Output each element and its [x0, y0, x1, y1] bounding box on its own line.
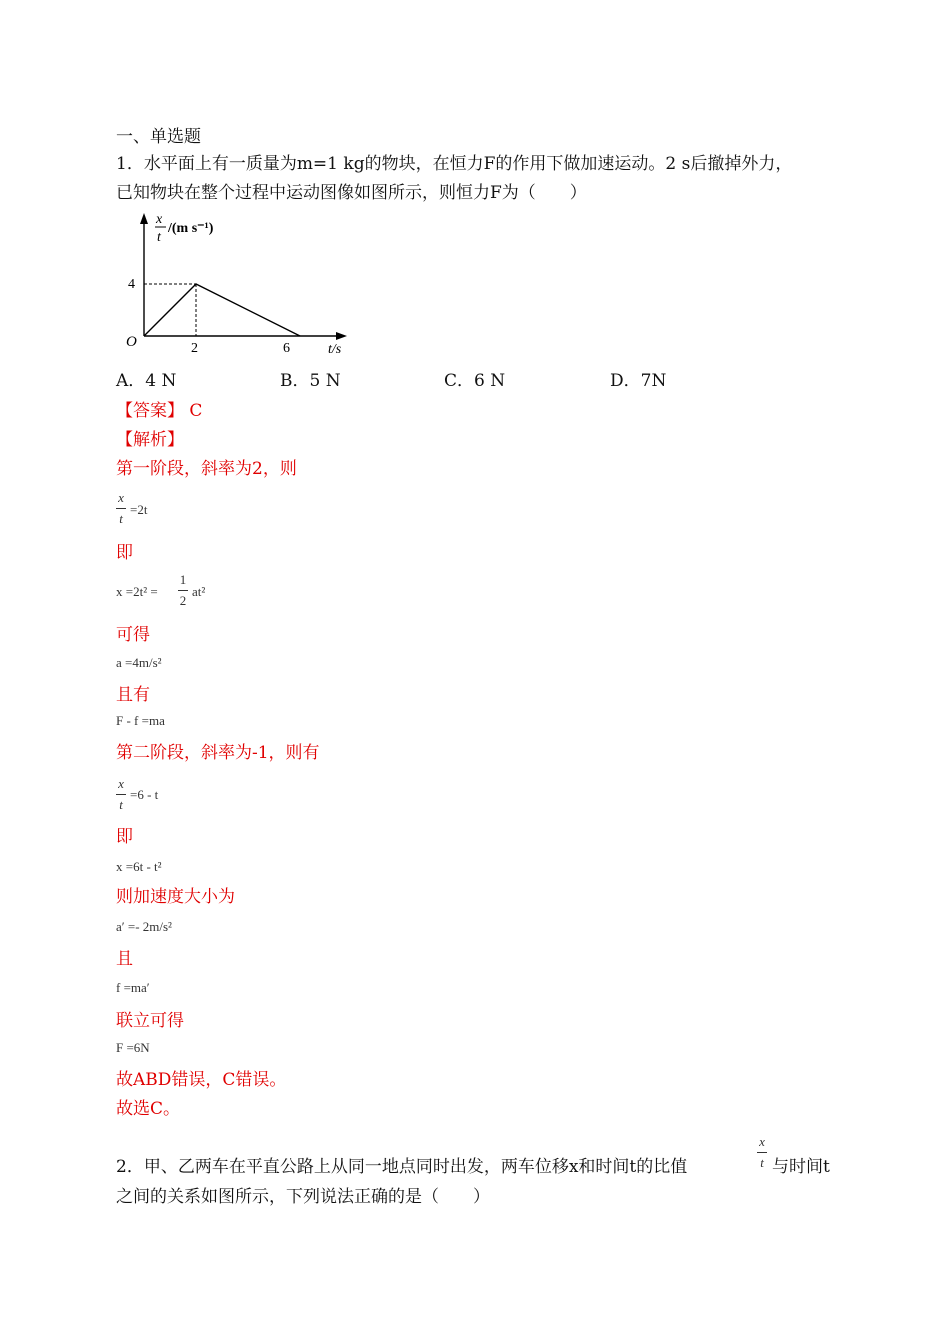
- option-b: B．5 N: [280, 371, 341, 391]
- q2-stem-line2: 之间的关系如图所示，下列说法正确的是（ ）: [116, 1187, 490, 1207]
- step-3: 可得: [116, 625, 150, 645]
- f1-bar: [116, 508, 126, 509]
- y-label-den: t: [157, 230, 161, 245]
- analysis-label: 【解析】: [116, 430, 184, 450]
- formula-6: x =6t - t²: [116, 859, 162, 874]
- q2-stem-line1a: 2．甲、乙两车在平直公路上从同一地点同时出发，两车位移x和时间t的比值: [116, 1157, 688, 1177]
- x-tick-label-6: 6: [283, 341, 290, 356]
- f2-bar: [178, 590, 188, 591]
- q1-stem-line1: 1．水平面上有一质量为m=1 kg的物块，在恒力F的作用下做加速运动。2 s后撤掉外力，: [116, 154, 793, 174]
- y-axis-arrow: [140, 213, 148, 224]
- formula-2: x =2t² =: [116, 584, 158, 599]
- option-a: A．4 N: [116, 371, 177, 391]
- graph-line: [144, 284, 300, 336]
- f5-den: t: [119, 797, 123, 812]
- f2-num: 1: [179, 572, 187, 587]
- step-1: 第一阶段，斜率为2，则: [116, 459, 297, 479]
- formula-9: F =6N: [116, 1040, 150, 1055]
- formula-3: a =4m/s²: [116, 655, 162, 670]
- step-7: 则加速度大小为: [116, 887, 235, 907]
- formula-1: =2t: [130, 502, 148, 517]
- formula-8: f =ma′: [116, 980, 150, 995]
- formula-7: a′ =- 2m/s²: [116, 919, 172, 934]
- xt-t-graph: [118, 208, 358, 358]
- formula-5: =6 - t: [130, 787, 159, 802]
- f1-den: t: [119, 511, 123, 526]
- option-d: D．7N: [610, 371, 667, 391]
- step-6: 即: [116, 827, 133, 847]
- y-label-unit: /(m s⁻¹): [168, 221, 214, 236]
- formula-2-tail: at²: [192, 584, 206, 599]
- f5-bar: [116, 794, 126, 795]
- step-8: 且: [116, 949, 133, 969]
- step-5: 第二阶段，斜率为-1，则有: [116, 743, 320, 763]
- step-11: 故选C。: [116, 1099, 181, 1119]
- q2-stem-line1b: 与时间t: [772, 1157, 830, 1177]
- section-heading: 一、单选题: [116, 127, 201, 147]
- step-10: 故ABD错误，C错误。: [116, 1070, 287, 1090]
- y-tick-label: 4: [128, 277, 135, 292]
- x-tick-label-2: 2: [191, 341, 198, 356]
- q1-stem-line2: 已知物块在整个过程中运动图像如图所示，则恒力F为（ ）: [116, 183, 587, 203]
- x-axis-arrow: [336, 332, 347, 340]
- y-label-num: x: [156, 212, 163, 227]
- f1-num: x: [118, 490, 124, 505]
- step-2: 即: [116, 543, 133, 563]
- q2-frac-bar: [757, 1152, 767, 1153]
- f2-den: 2: [179, 593, 187, 608]
- origin-label: O: [126, 334, 137, 350]
- q2-frac-num: x: [759, 1134, 765, 1149]
- f5-num: x: [118, 776, 124, 791]
- step-9: 联立可得: [116, 1011, 184, 1031]
- x-axis-label: t/s: [328, 342, 342, 357]
- answer-label: 【答案】 C: [116, 401, 203, 421]
- formula-4: F - f =ma: [116, 713, 165, 728]
- step-4: 且有: [116, 685, 150, 705]
- q2-frac-den: t: [760, 1155, 764, 1170]
- option-c: C．6 N: [444, 371, 506, 391]
